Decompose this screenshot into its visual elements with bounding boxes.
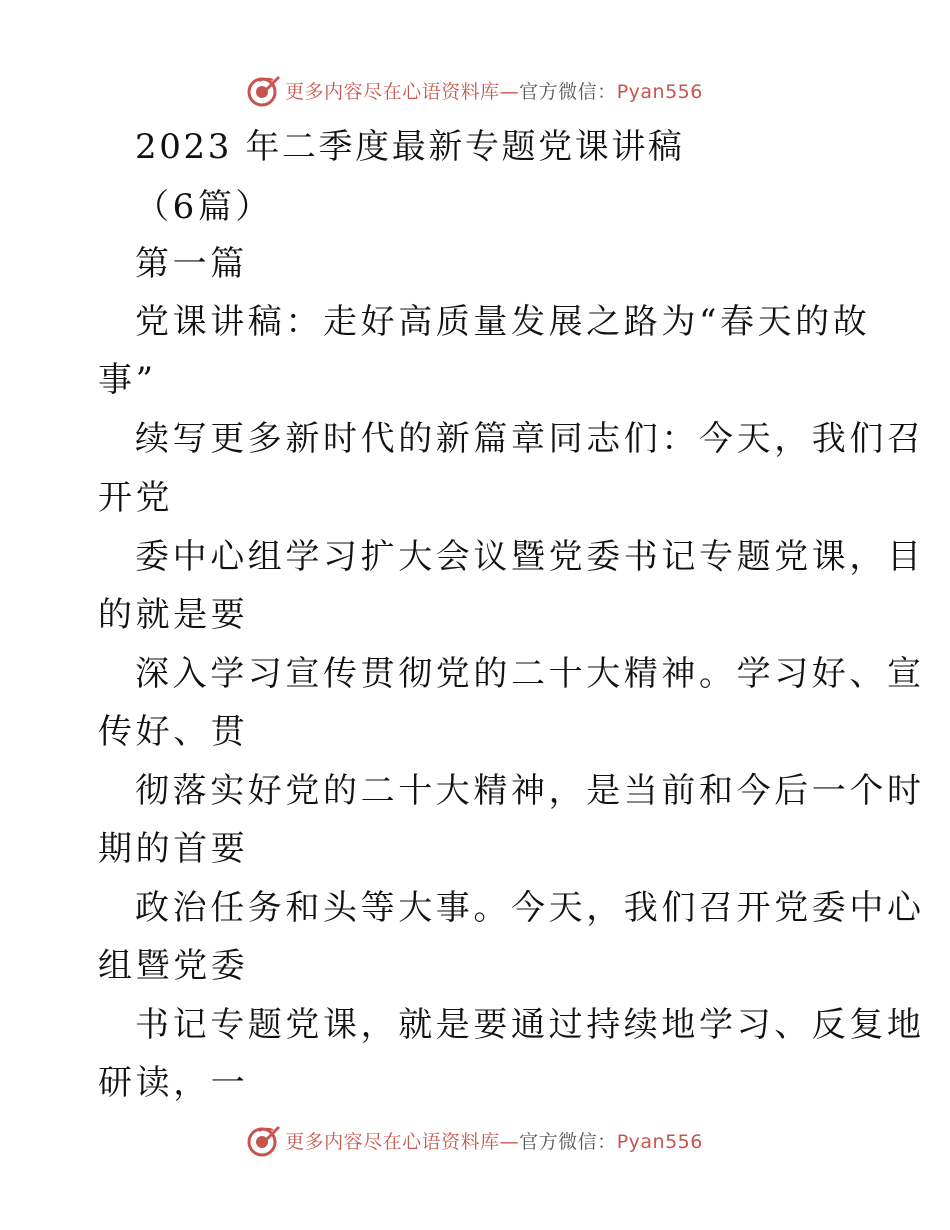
text-line: 研读，一 <box>98 1063 249 1103</box>
text-line: 续写更多新时代的新篇章同志们：今天，我们召 <box>135 419 925 459</box>
watermark-text <box>285 77 703 104</box>
document-title: 2023 年二季度最新专题党课讲稿 <box>135 127 685 167</box>
text-line: 书记专题党课，就是要通过持续地学习、反复地 <box>135 1005 925 1045</box>
text-line: 组暨党委 <box>98 946 249 986</box>
watermark-text <box>285 1127 703 1154</box>
pen-logo-icon <box>247 1123 281 1157</box>
document-subtitle: （6篇） <box>135 187 274 227</box>
watermark-site: 更多内容尽在心语资料库 <box>285 80 500 103</box>
watermark-wechat-id: Pyan556 <box>616 80 703 103</box>
watermark-wechat-label: 官方微信： <box>519 1130 617 1153</box>
text-line: 传好、贯 <box>98 712 249 752</box>
section-heading: 第一篇 <box>135 244 248 284</box>
text-line: 彻落实好党的二十大精神，是当前和今后一个时 <box>135 771 925 811</box>
text-line: 政治任务和头等大事。今天，我们召开党委中心 <box>135 888 925 928</box>
text-line: 开党 <box>98 478 174 518</box>
text-line: 事” <box>98 360 157 400</box>
text-line: 委中心组学习扩大会议暨党委书记专题党课，目 <box>135 537 925 577</box>
watermark-dash: — <box>499 1130 520 1153</box>
watermark-banner-top <box>0 68 950 112</box>
pen-logo-icon <box>247 73 281 107</box>
watermark-wechat-id: Pyan556 <box>616 1130 703 1153</box>
watermark-site: 更多内容尽在心语资料库 <box>285 1130 500 1153</box>
text-line: 期的首要 <box>98 829 249 869</box>
text-line: 党课讲稿：走好高质量发展之路为“春天的故 <box>135 302 871 342</box>
watermark-dash: — <box>499 80 520 103</box>
text-line: 深入学习宣传贯彻党的二十大精神。学习好、宣 <box>135 654 925 694</box>
text-line: 的就是要 <box>98 595 249 635</box>
watermark-wechat-label: 官方微信： <box>519 80 617 103</box>
watermark-banner-bottom <box>0 1118 950 1162</box>
